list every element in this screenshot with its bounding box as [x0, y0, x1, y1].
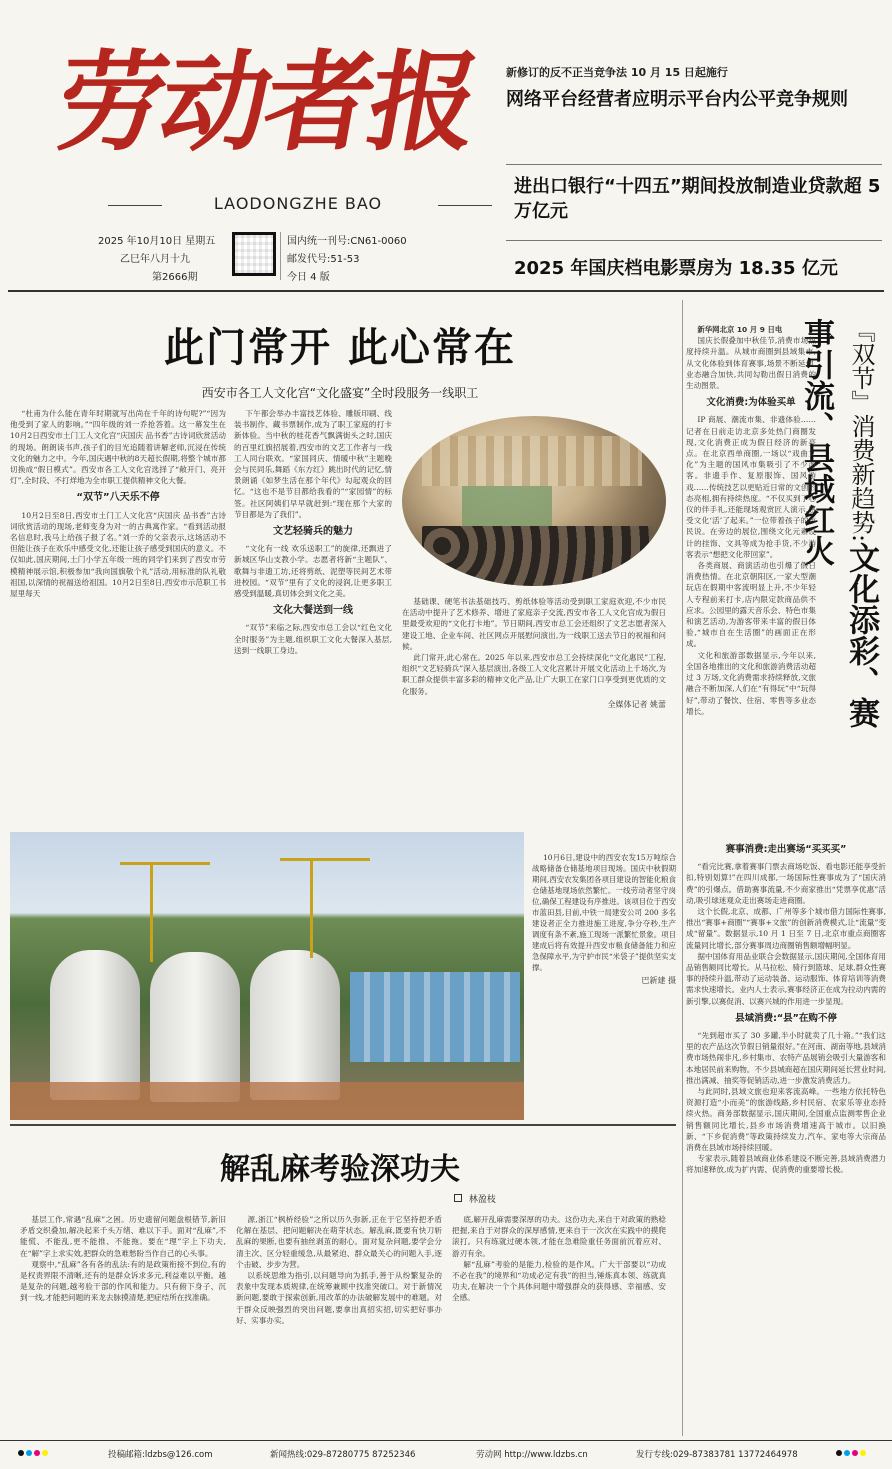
lunar-date: 乙巳年八月十九 [120, 254, 190, 265]
opinion-col-1: 基层工作,常遇“乱麻”之困。历史遗留问题盘根错节,新旧矛盾交织叠加,解决起来千头万绪、难以下手。面对“乱麻”,不能慌、不能乱,更不能推、不能拖。要在“理”字上下功夫,在“解”字上求实效,把群众的急难愁盼当作自己的心头事。 观察中,“乱麻”各有各的乱法:有的是政策衔接不到位,有的是权责界限不清晰,还有的是群众诉求多元,利益难以平衡。越是复杂的问题,越考验干部的作风和能力。只有俯下身子、沉到一线,才能把问题的来龙去脉摸清楚,把症结所在找准确。 [20, 1215, 226, 1303]
lead-article [10, 298, 676, 818]
photo-news [10, 832, 676, 1120]
opinion-title[interactable]: 解乱麻考验深功夫 [220, 1152, 460, 1187]
photo-caption: 10月6日,建设中的西安农发15万吨综合战略储备仓储基地项目现场。国庆中秋假期期间,西安农发集团各项目建设的智能化粮食仓储基地现场依然繁忙。一线劳动者坚守岗位,确保工程建设有序推进。该项目位于西安市蓝田县,目前,中铁一局建安公司 200 多名建设者正全力推进施工进度,争分夺秒,生产调度有条不紊,施工现场一派繁忙景象。项目建成后将有效提升西安市粮食储备能力和应急保障水平,为守护市民“米袋子”提供坚实支撑。 巴新建 摄 [532, 853, 676, 985]
side-col-wide: 赛事消费:走出赛场“买买买” “看完比赛,拿着赛事门票去商场吃饭、看电影还能享受折扣,特别划算!”在四川成都,一场国际性赛事成为了“国庆消费”的引爆点。借助赛事流量,不少商家推出“凭票享优惠”活动,吸引球迷观众走出赛场走进商圈。 这个长假,北京、成都、广州等多个城市借力国际性赛事,推出“赛事+商圈”“赛事+文旅”的创新消费模式,让“流量”变成“留量”。数据显示,10 月 1 日至 7 日,北京市重点商圈客流量同比增长,部分赛事周边商圈销售额增幅明显。 据中国体育用品业联合会数据显示,国庆期间,全国体育用品销售额同比增长。从马拉松、骑行到篮球、足球,群众性赛事的持续升温,带动了运动装备、运动服饰、体育培训等消费需求快速增长。业内人士表示,赛事经济正在成为拉动内需的新引擎,以赛促消、以赛兴城的作用进一步显现。 县域消费:“县”在购不停 “先到超市买了 30 多罐,半小时就卖了几十箱。”“我们这里的农产品这次节假日销量很好。”在河南、湖南等地,县域消费市场热闹非凡,乡村集市、农特产品展销会吸引大量游客和本地居民前来购物。不少县城商超在国庆期间延长营业时间,推出满减、抽奖等促销活动,进一步激发消费活力。 与此同时,县域文旅也迎来客流高峰。一些地方依托特色资源打造“小而美”的旅游线路,乡村民宿、农家乐等业态持续火热。商务部数据显示,国庆期间,全国重点监测零售企业销售额同比增长,县乡市场消费增速高于城市。以旧换新、“下乡促消费”等政策持续发力,汽车、家电等大宗商品消费在县域市场持续回暖。 专家表示,随着县域商业体系建设不断完善,县域消费潜力将加速释放,成为扩内需、促消费的重要增长极。 [686, 844, 886, 1175]
issue-date: 2025 年10月10日 星期五 [98, 236, 216, 247]
footer-email[interactable]: 投稿邮箱:ldzbs@126.com [108, 1450, 213, 1460]
lead-col-3: 基础课、硬笔书法基础技巧、剪纸体验等活动受到职工家庭欢迎,不少市民在活动中提升了艺术修养、增进了家庭亲子交流,西安市各工人文化宫成为假日里最受欢迎的“文化打卡地”。节日期间,西安市总工会还组织了文艺志愿者深入建设工地、企业车间、社区网点开展慰问演出,为一线职工送去节日的祝福和问候。 此门常开,此心常在。2025 年以来,西安市总工会持续深化“文化惠民”工程,组织“文艺轻骑兵”深入基层演出,各级工人文化宫累计开展文化活动上千场次,为职工群众提供丰富多彩的精神文化产品,让广大职工在家门口享受到更优质的文化服务。 全媒体记者 姚蕾 [402, 597, 666, 709]
top-headlines [506, 64, 882, 112]
color-registration-marks [836, 1449, 868, 1459]
section-heading: 文化大餐送到一线 [273, 605, 353, 617]
lead-subtitle: 西安市各工人文化宫“文化盛宴”全时段服务一线职工 [201, 386, 479, 400]
lead-title[interactable]: 此门常开 此心常在 [164, 325, 516, 371]
headline-3[interactable]: 2025 年国庆档电影票房为 18.35 亿元 [514, 258, 838, 279]
section-heading: 文化消费:为体验买单 [706, 397, 796, 409]
issue-number: 第2666期 [152, 272, 198, 283]
side-title[interactable]: 『双节』消费新趋势:文化添彩、赛事引流、县域红火 [798, 318, 879, 729]
section-heading: 县域消费:“县”在购不停 [735, 1012, 837, 1024]
footer-hotline[interactable]: 新闻热线:029-87280775 87252346 [270, 1450, 416, 1460]
section-heading: 文艺轻骑兵的魅力 [273, 526, 353, 538]
masthead-pinyin: LAODONGZHE BAO [213, 194, 383, 213]
side-article [686, 300, 886, 1436]
color-registration-marks [18, 1449, 50, 1459]
page-count: 今日 4 版 [287, 272, 330, 283]
photo-credit: 巴新建 摄 [641, 976, 676, 985]
cn-number: 国内统一刊号:CN61-0060 [287, 236, 407, 247]
footer-site[interactable]: 劳动网 http://www.ldzbs.cn [476, 1450, 588, 1460]
lead-col-2: 下午都会举办丰富技艺体验、雕版印刷、线装书制作、藏书票制作,成为了职工家庭的打卡新体验。当中秋的桂花香气飘满街头之时,国庆的百里红旗招展着,西安市的文艺工作者与一线工人同台联欢。“家国同庆、情暖中秋”主题晚会与民同乐,舞蹈《东方红》跳出时代的记忆,情景朗诵《如梦生活在那个年代》勾起观众的回忆。“这也不是节目都给我看的”“家园情”的标签。社区阿姨们早早就赶到:“现在那个大家的节目都是为了我们”。 文艺轻骑兵的魅力 “文化有一线 欢乐送职工”的旋律,还飘进了新城区华山支教小学。志愿者将新“主题队”、歌舞与非遗工坊,还将剪纸、泥塑等民间艺术带进校园。“双节”里有了文化的浸润,让更多职工感受到温暖,真切体会到文化之美。 文化大餐送到一线 “双节”来临之际,西安市总工会以“红色文化 全时服务”为主题,组织职工文化大餐深入基层,送到一线职工身边。 [234, 409, 392, 655]
headline-2[interactable]: 进出口银行“十四五”期间投放制造业贷款超 5 万亿元 [514, 176, 881, 222]
post-code: 邮发代号:51-53 [287, 254, 360, 265]
side-col: 新华网北京 10 月 9 日电 国庆长假叠加中秋佳节,消费市场热度持续升温。从城市商圈到县域集市,从文化体验到体育赛事,场景不断延伸,业态融合加快,共同勾勒出假日消费的生动图景。 文化消费:为体验买单 IP 商展、潮流市集、非遗体验……记者在日前走访北京多处热门商圈发现,文化消费正成为假日经济的新亮点。在北京西单商圈,一场以“戏曲文化”为主题的国风市集吸引了不少游客。非遗手作、复原服饰、国风游戏……传统技艺以更贴近日常的文创形态亮相,拥有持续热度。“不仅买到了心仪的伴手礼,还能现场观赏匠人演示,感受文化‘活’了起来。”一位带着孩子的市民说。在旁边的展位,围绕文化元素设计的挂饰、文具等成为抢手货,不少游客表示“想把文化带回家”。 各类商展、商演活动也引爆了假日消费热情。在北京朝阳区,一家大型潮玩店在假期中客流明显上升,不少年轻人专程前来打卡,店内限定款商品供不应求。公园里的露天音乐会、特色市集和演艺活动,为游客带来丰富的假日体验,“城市自在生活圈”的画面正在形成。 文化和旅游部数据显示,今年以来,全国各地推出的文化和旅游消费活动超过 3 万场,文化消费需求持续释放,文旅融合不断加深,人们在“有得玩”中“玩得好”,带动了餐饮、住宿、零售等多业态增长。 [686, 325, 816, 716]
lead-byline: 全媒体记者 姚蕾 [607, 699, 666, 709]
opinion-article [10, 1132, 676, 1434]
opinion-col-3: 底,解开乱麻需要深厚的功夫。这份功夫,来自于对政策的熟稔把握,来自于对群众的深厚感情,更来自于一次次在实践中的摸爬滚打。只有练就过硬本领,才能在急难险重任务面前沉着应对、游刃有余。 解“乱麻”考验的是能力,检验的是作风。广大干部要以“功成不必在我”的境界和“功成必定有我”的担当,锤炼真本领、练就真功夫,在解决一个个具体问题中增强群众的获得感、幸福感、安全感。 [452, 1215, 666, 1303]
lead-photo [402, 416, 666, 586]
lead-col-1: “杜甫为什么能在青年时期就写出尚在千年的诗句呢?”“因为他受到了家人的影响。”“四年级的刘一乔抢答着。这一幕发生在10月2日西安市土门工人文化宫“庆国庆 品书香”古诗词欣赏活动的现场。朗朗读书声,孩子们的目光追随着讲解老师,沉浸在传统文化的魅力之中。今年,国庆遇中秋的8天超长假期,将整个城市都切换成“假日模式”。西安市各工人文化宫选择了“敞开门、亮开灯”,全时段、不打烊地为全市职工提供精神文化大餐。 “双节”八天乐不停 10月2日至8日,西安市土门工人文化宫“庆国庆 品书香”古诗词欣赏活动的现场,老师变身为对一的古典寓作家。“看到活动报名信息时,我马上给孩子报了名。”刘一乔的父亲表示,这场活动不但能让孩子在欢乐中感受文化,还能让孩子感受到国庆的意义。不仅如此,国庆期间,土门小学五年级一班的同学们来到了西安市劳模精神展示馆,积极参加“我向国旗敬个礼”活动,用标准的队礼敬祖国,以深情的祝福送给祖国。10月2日至8日,西安市示范职工书屋里每天 [10, 409, 226, 599]
section-heading: “双节”八天乐不停 [76, 492, 160, 504]
opinion-author: 林盈枝 [454, 1192, 496, 1205]
author-box-icon [454, 1194, 462, 1202]
headline-kicker[interactable]: 新修订的反不正当竞争法 10 月 15 日起施行 [506, 66, 728, 79]
masthead-logo: 劳动者报 [46, 40, 486, 166]
footer [0, 1446, 892, 1466]
footer-distribution[interactable]: 发行专线:029-87383781 13772464978 [636, 1450, 798, 1460]
headline-1[interactable]: 网络平台经营者应明示平台内公平竞争规则 [506, 89, 848, 110]
qr-code [232, 232, 276, 276]
opinion-col-2: 源,浙江“枫桥经验”之所以历久弥新,正在于它坚持把矛盾化解在基层、把问题解决在萌芽状态。解乱麻,既要有快刀斩乱麻的果断,也要有抽丝剥茧的耐心。面对复杂问题,要学会分清主次、区分轻重缓急,从最紧迫、群众最关心的问题入手,逐个击破、步步为营。 以系统思维为指引,以问题导向为抓手,善于从纷繁复杂的表象中发现本质规律,在统筹兼顾中找准突破口。对于新情况新问题,要敢于探索创新,用改革的办法破解发展中的难题。对于群众反映强烈的突出问题,要拿出真招实招,切实把好事办好、实事办实。 [236, 1215, 442, 1325]
construction-photo [10, 832, 524, 1120]
masthead [0, 0, 892, 292]
section-heading: 赛事消费:走出赛场“买买买” [725, 844, 847, 855]
